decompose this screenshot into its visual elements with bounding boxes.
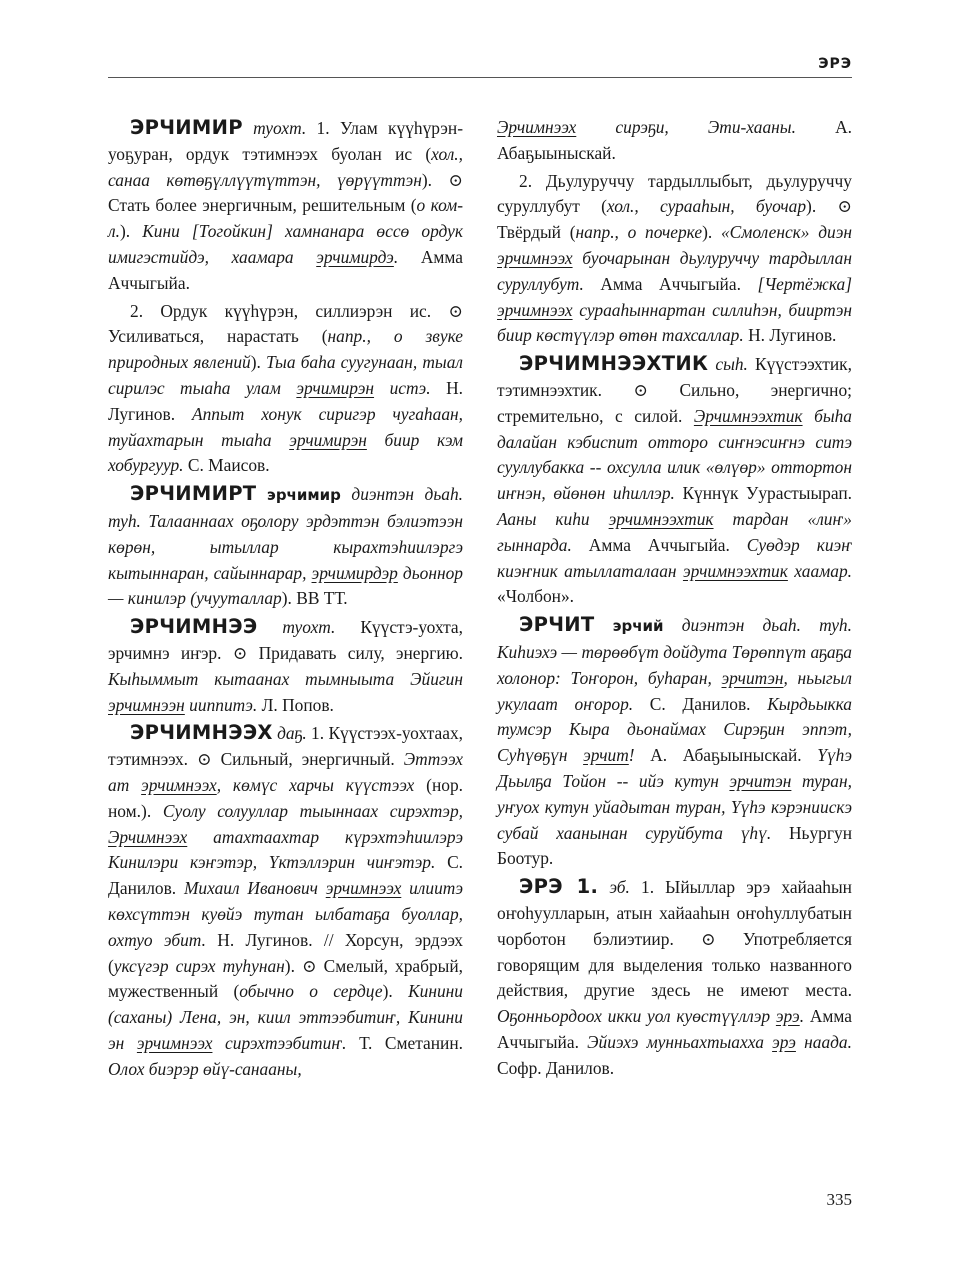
underlined-example-word: Эрчимнээх (497, 117, 577, 137)
underlined-example-word: Эрчимнээхтик (693, 405, 803, 426)
underlined-example-word: эрэ (772, 1031, 796, 1052)
entry-text: ). ВВ ТТ. (281, 588, 348, 609)
entry-text: «Смоленск» диэн (720, 222, 852, 243)
entry-text (594, 615, 612, 635)
entry-text: «Чолбон». (497, 586, 575, 607)
underlined-example-word: эрчитэн (729, 770, 792, 791)
entry-text: сыh. (715, 354, 748, 375)
entry-text: , ньыгыл укулаат оҥорор. (497, 667, 852, 714)
dictionary-entry (108, 481, 463, 612)
dictionary-entry (108, 614, 463, 718)
entry-text: уксүгэр сирэх туhунан (113, 955, 285, 976)
entry-text: С. Маисов. (183, 455, 270, 476)
entry-text: Күүстээхтик, тэтимнээхтик. ⊙ Сильно, энергично; стремительно, с силой. (497, 354, 852, 426)
entry-text: Кинини (саханы) Лена, эн, киил эттээбитиҥ, Кинини эн (108, 981, 463, 1053)
entry-text: туохт. (253, 118, 307, 138)
entry-text: ! (628, 745, 635, 766)
entry-text: Ааны киhи (497, 508, 609, 529)
entry-text: ). ⊙ Твёрдый ( (497, 196, 852, 243)
entry-text: Эйиэхэ мунньахтыахха (587, 1031, 773, 1052)
entry-text: хол., санаа көтөҕүллүүтүттэн, үөрүүттэн (108, 143, 463, 190)
page-number: 335 (826, 1190, 852, 1209)
entry-text: диэнтэн дьаh. туh. Талааннаах оҕолору эрдэттэн бэлиэтээн көрөн, ытыллар кырахтэhиилэргэ кытыннаран, сайыннарар, (108, 484, 463, 583)
entry-text: . (393, 246, 399, 267)
underlined-example-word: Эрчимнээх (108, 826, 188, 847)
entry-text: эб. (609, 877, 630, 898)
entry-text (341, 484, 352, 504)
headword: ЭРЧИТ (519, 613, 595, 637)
entry-text: С. Данилов. (633, 693, 768, 714)
entry-text: о ком-л. (108, 195, 463, 242)
entry-text: ). ⊙ Смелый, храбрый, мужественный ( (108, 955, 464, 1002)
entry-text: диэнтэн дьаh. туh. Киhиэхэ — төрөөбүт дойдута Төрөппүт аҕаҕа холонор: Тоҥорон, буhаран, (497, 615, 852, 688)
underlined-example-word: эрчимирдэр (311, 562, 398, 583)
headword: ЭРЧИМИРТ (130, 482, 257, 506)
entry-text: Аппыт хонук сиригэр чугаhаан, туйахтарын тыаhа (108, 403, 463, 450)
dictionary-entry (497, 351, 852, 610)
running-head: ЭРЭ (818, 56, 852, 72)
entry-text: ). (702, 222, 721, 243)
entry-text: Кини [Тогойкин] хамнанара өссө ордук имигэстийдэ, хаамара (108, 221, 463, 267)
entry-text: Михаил Иванович (183, 878, 326, 899)
entry-text: Күүстэ-уохта, эрчимнэ иҥэр. ⊙ Придавать силу, энергию. (108, 617, 463, 663)
entry-text: Амма Аччыгыйа. (583, 273, 758, 294)
entry-text: даҕ. (277, 723, 307, 744)
underlined-example-word: эрчимирэн (296, 377, 375, 398)
entry-text: быhа далайан кэбиспит отторо сиҥнэсиҥнэ ситэ сууллубакка -- охсулла илик «өлүөр» оттортон иҥнэн, өйөнөн иhиллэр. (497, 405, 853, 504)
entry-text: сирэхтээбитиҥ. (212, 1032, 347, 1053)
entry-text: дьоннор — кинилэр ( (108, 562, 463, 609)
entry-text: буочарынан дьулуруччу тардыллан суруллубут. (497, 247, 852, 294)
underlined-example-word: эрэ (775, 1006, 800, 1027)
underlined-example-word: эрчимнээх (497, 247, 573, 268)
entry-text: А. Абаҕыыныскай. (634, 745, 818, 766)
entry-text: обычно о сердце (239, 981, 383, 1002)
entry-text: Эттээх ат (108, 749, 463, 795)
entry-text: истэ. (374, 377, 431, 398)
entry-text: туран, уҥуох кутун уйадытан туран, Үүhэ кэрэниискэ субай хаанынан суруйбута үhү. (497, 770, 852, 843)
entry-text: ). ⊙ Стать более энергичным, решительным ( (108, 169, 463, 216)
entry-text: ). (119, 221, 143, 242)
entry-text: 1. Улам күүhүрэн-уоҕуран, ордук тэтимнээх буолан ис ( (108, 118, 463, 164)
dictionary-entry (108, 720, 463, 1082)
entry-text: Н. Лугинов. (743, 325, 837, 346)
entry-text: эрчий (612, 617, 664, 636)
underlined-example-word: эрчимирэн (289, 429, 367, 450)
entry-text: (нор. ном.). (108, 774, 463, 821)
entry-text: Кырдьыкка тумсэр Кыра дьонаймах Сирэҕин эппэт, Суhүөҕүн (497, 693, 853, 766)
right-column (497, 115, 852, 1083)
entry-text: 1. Күүстээх-уохтаах, тэтимнээх. ⊙ Сильный, энергичный. (108, 723, 463, 770)
underlined-example-word: эрчимирдэ (316, 246, 394, 267)
underlined-example-word: эрчит (583, 745, 629, 766)
entry-text (598, 877, 609, 897)
entry-text: наада. (795, 1031, 852, 1052)
entry-text: Н. Лугинов. (108, 377, 463, 424)
entry-text (256, 484, 267, 504)
dictionary-entry (108, 299, 463, 480)
entry-text: Т. Сметанин. (346, 1032, 463, 1053)
entry-text: Суөдэр киэҥ киэҥник атыллаталаан (497, 534, 853, 581)
underlined-example-word: эрчимнээх (497, 299, 573, 320)
entry-text: Олох биэрэр өйү-санааны, (108, 1058, 302, 1079)
entry-text: напр., о звуке природных явлений (108, 326, 463, 373)
entry-text: С. Данилов. (108, 852, 464, 899)
entry-text: Амма Аччыгыйа. (108, 246, 463, 293)
entry-text: напр., о почерке (575, 222, 703, 243)
entry-text: Оҕонньордоох икки уол куөстүүллэр (497, 1006, 776, 1027)
entry-text: хаамар. (787, 560, 852, 581)
entry-text: Тыа баhа суугунаан, тыал сирилэс тыаhа улам (108, 352, 463, 398)
headword: ЭРЧИМНЭЭХТИК (519, 352, 709, 376)
entry-text: учууталлар (196, 588, 282, 609)
underlined-example-word: эрчимнээхтик (608, 508, 714, 529)
entry-text: Л. Попов. (257, 694, 334, 715)
dictionary-entry (497, 874, 852, 1081)
underlined-example-word: эрчимнээх (325, 878, 402, 899)
entry-text: Софр. Данилов. (497, 1057, 615, 1078)
entry-text: 2. Ордук күүhүрэн, силлиэрэн ис. ⊙ Усиливаться, нарастать ( (108, 300, 463, 347)
headword: ЭРЭ 1. (519, 875, 599, 899)
entry-text: 2. Дьулуруччу тардыллыбыт, дьулуруччу суруллубут ( (497, 170, 852, 217)
entry-text: ). (250, 352, 267, 373)
entry-text: . (799, 1006, 805, 1027)
entry-text: туохт. (282, 617, 336, 638)
entry-text: Ньургун Боотур. (497, 822, 852, 869)
entry-text: 1. Ыйыллар эрэ хайааhын оҥоhуулларын, атын хайааhын оҥоhуллубатын чорботон бэлиэтиир. ⊙ Употребляется говорящим для выделения только названного действия, другие здесь не имеют места. (497, 877, 852, 1001)
entry-text: атахтаахтар күрэхтэhиилэрэ Кинилэри кэҥэтэр, Үктэллэрин чиҥэтэр. (108, 826, 463, 873)
entry-text: биир кэм хобургуур. (108, 429, 463, 476)
entry-text: Амма Аччыгыйа. (571, 534, 747, 555)
entry-text: тардан «лиҥ» гыннарда. (497, 508, 852, 555)
dictionary-entry (497, 612, 852, 872)
entry-text: сирэҕи, Эти-хааны. (576, 117, 796, 137)
underlined-example-word: эрчимнээхтик (682, 560, 788, 581)
dictionary-entry (497, 169, 852, 350)
underlined-example-word: эрчимнээн (108, 694, 185, 715)
entry-text: эрчимир (266, 486, 341, 505)
entry-text: Суолу солууллар тыыннаах сирэхтэр, (162, 800, 463, 821)
entry-text: сурааhыннартан силлиhэн, бииртэн биир көстүүлэр өтөн тахсаллар. (497, 299, 852, 346)
entry-text: Кыhыммыт кытаанах тымныыта Эйигин (108, 668, 463, 689)
entry-text: ). (382, 981, 409, 1002)
entry-text: Амма Аччыгыйа. (497, 1006, 852, 1052)
headword: ЭРЧИМНЭЭ (130, 615, 258, 639)
entry-text: хол., сурааhын, буочар (606, 196, 807, 217)
entry-text: илиитэ көхсүттэн куөйэ тутан ылбатаҕа буоллар, охтуо эбит. (108, 878, 463, 950)
underlined-example-word: эрчимнээх (141, 774, 217, 795)
underlined-example-word: эрчимнээх (136, 1032, 213, 1053)
entry-text: Н. Лугинов. // Хорсун, эрдээх ( (108, 929, 464, 976)
entry-text: А. Абаҕыыныскай. (497, 117, 852, 163)
entry-text: [Чертёжка] (757, 273, 852, 294)
entry-text: Үүhэ Дьылҕа Тойон -- ийэ кутун (497, 745, 852, 791)
entry-text (664, 615, 682, 635)
header-rule (108, 77, 852, 78)
entry-text (257, 617, 282, 637)
entry-text: Күннүк Уурастыырап. (674, 483, 852, 504)
dictionary-entry (108, 115, 463, 297)
headword: ЭРЧИМИР (130, 116, 243, 139)
entry-text (243, 118, 253, 138)
underlined-example-word: эрчитэн (721, 667, 784, 688)
headword: ЭРЧИМНЭЭХ (130, 721, 273, 745)
entry-text: ииппитэ. (184, 694, 258, 715)
left-column (108, 115, 463, 1084)
entry-text: , көмүс харчы күүстээх (216, 774, 415, 795)
dictionary-entry (497, 115, 852, 167)
